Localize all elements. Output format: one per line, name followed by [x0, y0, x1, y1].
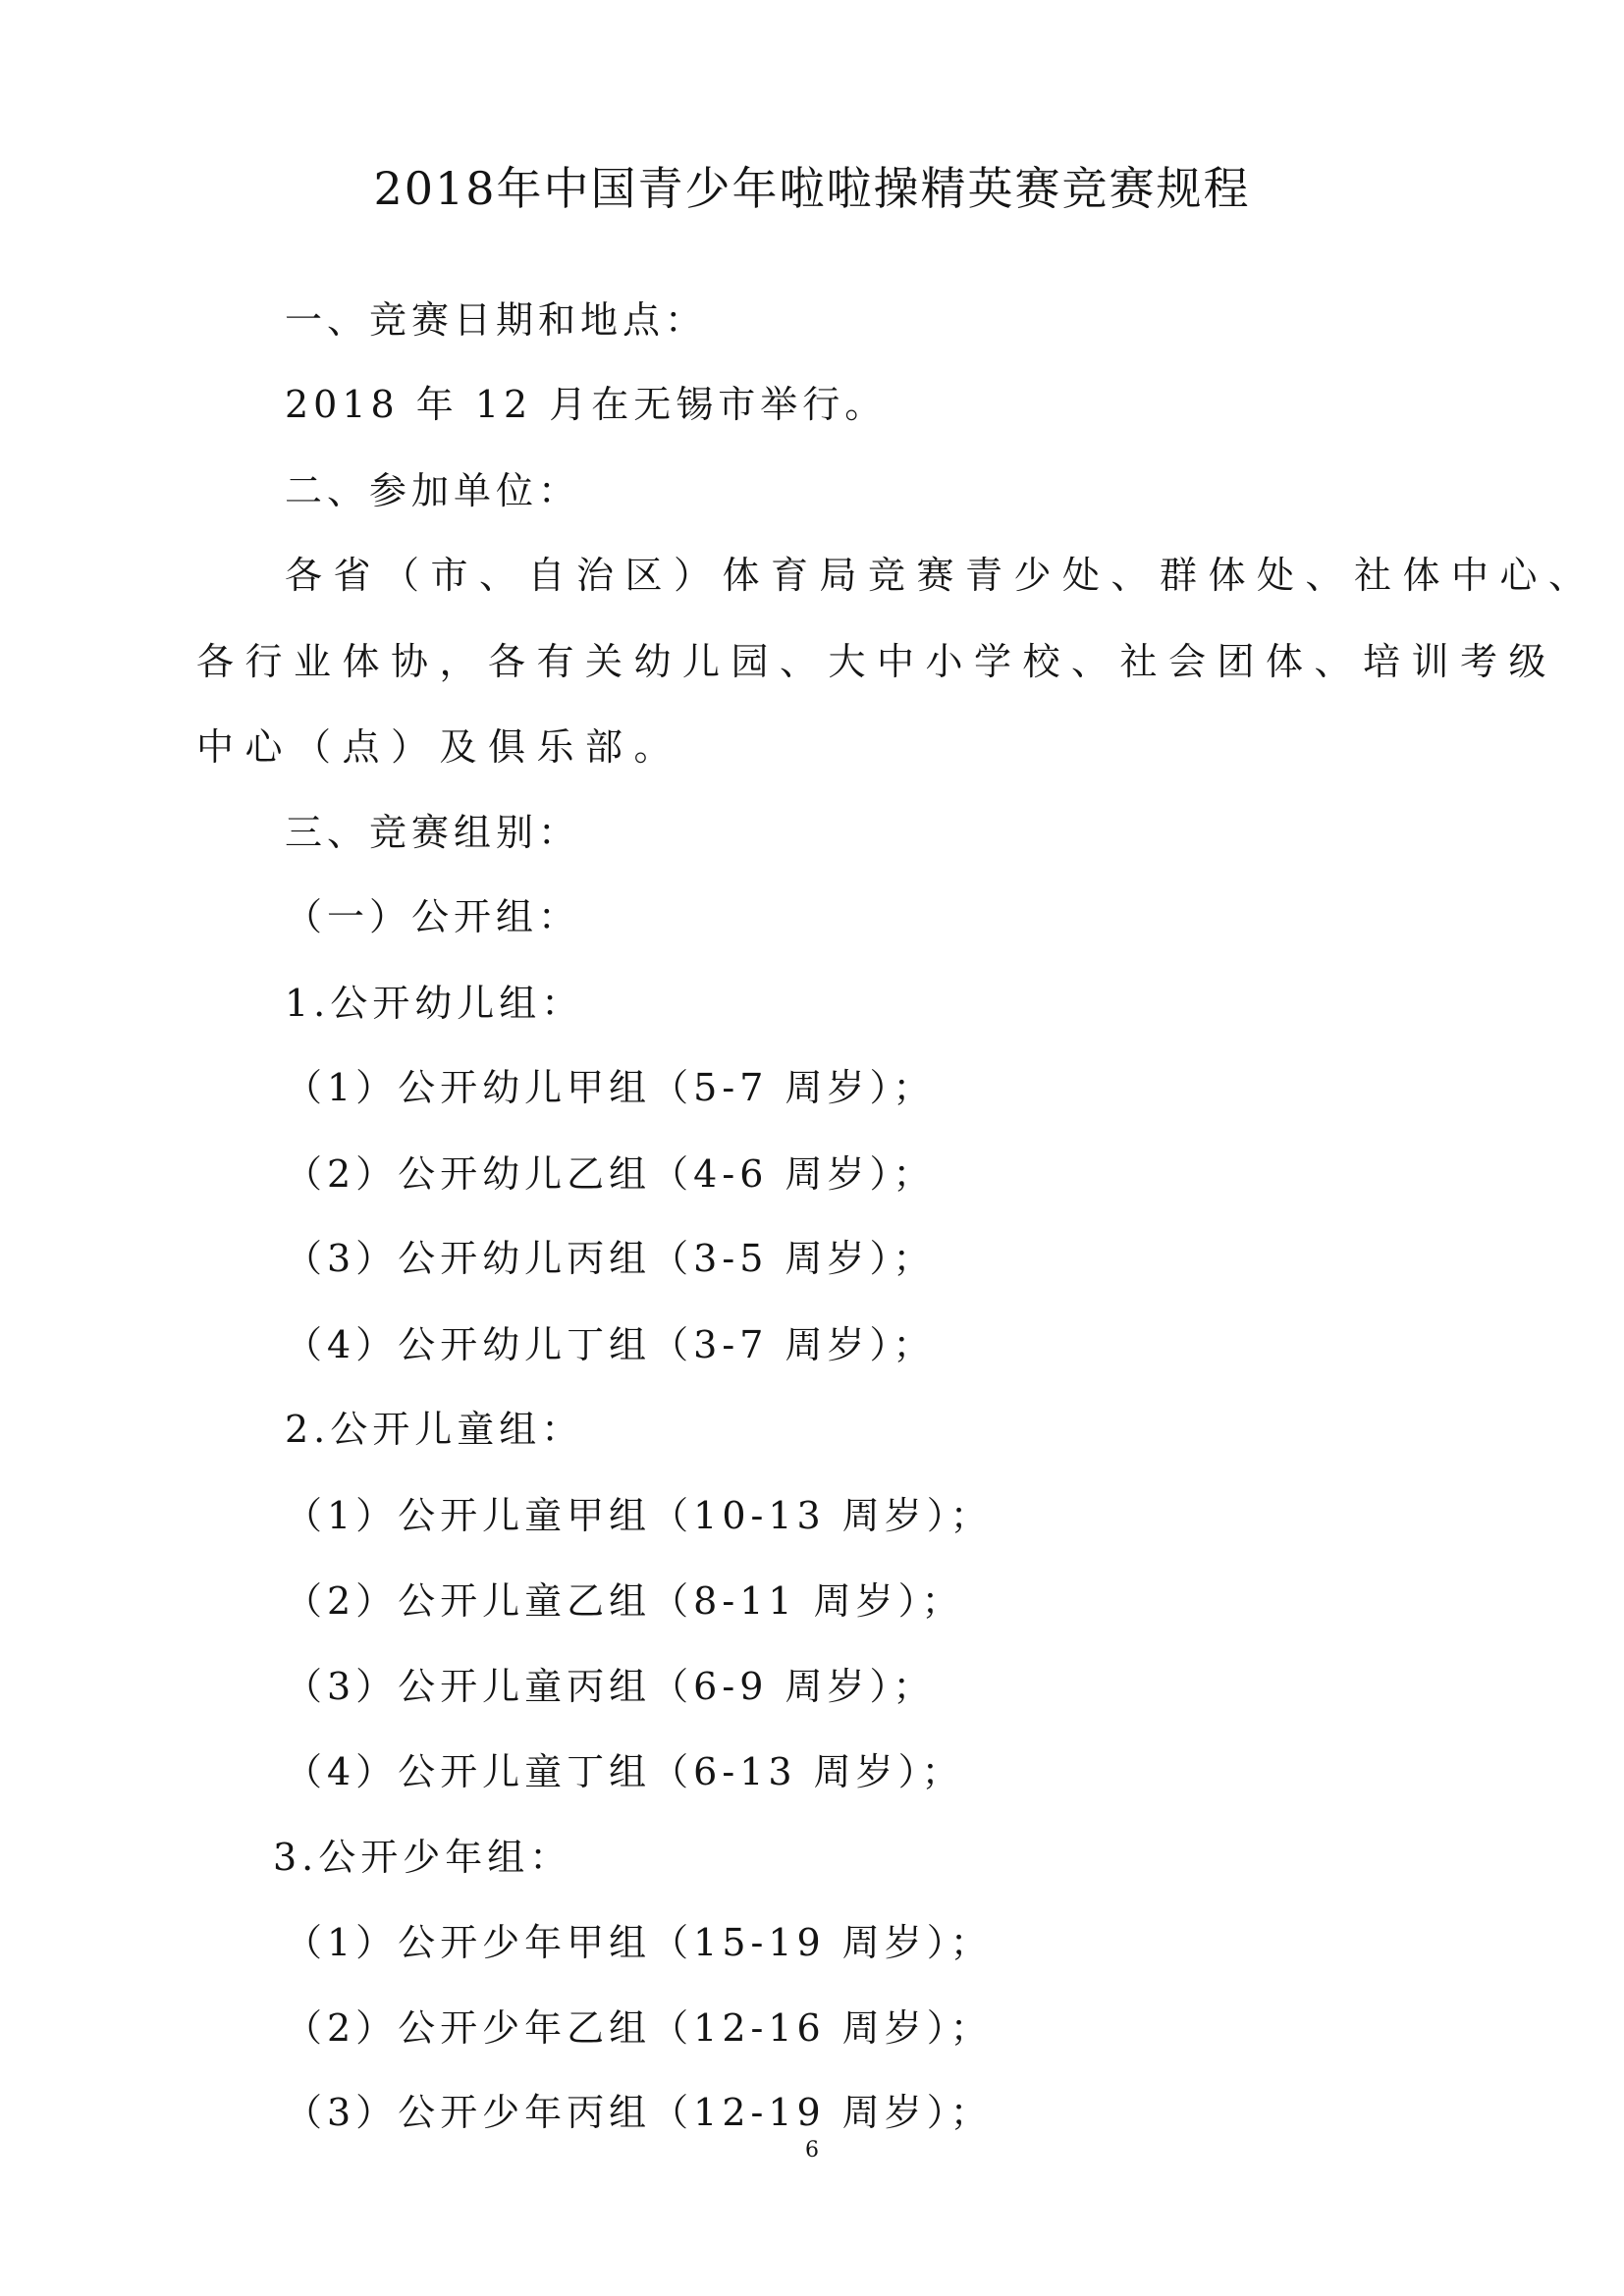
page-number: 6: [805, 2138, 819, 2163]
list-heading-kindergarten: 1.公开幼儿组：: [285, 982, 584, 1025]
list-item: （3）公开幼儿丙组（3-5 周岁）；: [285, 1237, 936, 1280]
list-item: （3）公开儿童丙组（6-9 周岁）；: [285, 1665, 936, 1708]
list-item: （2）公开少年乙组（12-16 周岁）；: [285, 2006, 993, 2050]
list-heading-youth: 3.公开少年组：: [273, 1836, 572, 1879]
document-title: 2018年中国青少年啦啦操精英赛竞赛规程: [373, 162, 1251, 215]
paragraph-date-location: 2018 年 12 月在无锡市举行。: [285, 383, 888, 426]
list-item: （4）公开幼儿丁组（3-7 周岁）；: [285, 1323, 936, 1366]
list-item: （1）公开儿童甲组（10-13 周岁）；: [285, 1494, 993, 1537]
section-heading-date-location: 一、竞赛日期和地点：: [285, 298, 708, 342]
paragraph-participants-line-3: 中心（点）及俱乐部。: [196, 725, 683, 769]
subsection-open-group: （一）公开组：: [285, 895, 581, 938]
list-item: （1）公开幼儿甲组（5-7 周岁）；: [285, 1066, 936, 1109]
section-heading-participants: 二、参加单位：: [285, 469, 581, 512]
list-heading-children: 2.公开儿童组：: [285, 1408, 584, 1451]
paragraph-participants-line-2: 各行业体协，各有关幼儿园、大中小学校、社会团体、培训考级: [196, 640, 1558, 683]
list-item: （4）公开儿童丁组（6-13 周岁）；: [285, 1750, 964, 1793]
list-item: （3）公开少年丙组（12-19 周岁）；: [285, 2091, 993, 2134]
list-item: （2）公开幼儿乙组（4-6 周岁）；: [285, 1152, 936, 1196]
section-heading-groups: 三、竞赛组别：: [285, 811, 581, 854]
list-item: （2）公开儿童乙组（8-11 周岁）；: [285, 1579, 964, 1623]
paragraph-participants-line-1: 各省（市、自治区）体育局竞赛青少处、群体处、社体中心、: [285, 554, 1597, 597]
list-item: （1）公开少年甲组（15-19 周岁）；: [285, 1921, 993, 1964]
